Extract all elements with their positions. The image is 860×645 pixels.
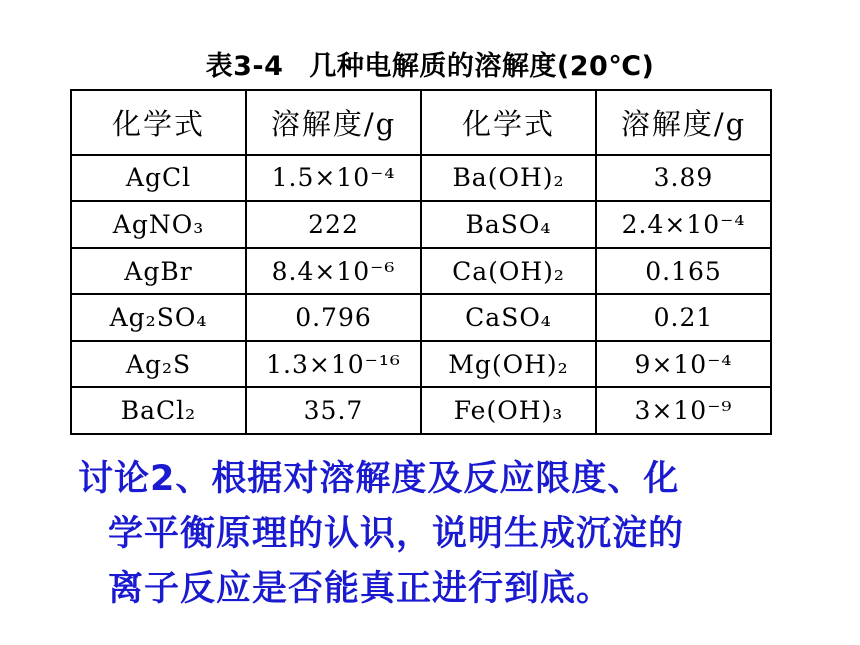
table-cell: 1.3×10⁻¹⁶ xyxy=(246,341,421,388)
table-cell: 0.165 xyxy=(596,248,771,295)
table-cell: 9×10⁻⁴ xyxy=(596,341,771,388)
table-cell: 1.5×10⁻⁴ xyxy=(246,155,421,202)
header-formula-2: 化学式 xyxy=(421,90,596,155)
table-row xyxy=(71,387,771,434)
table-cell: BaSO₄ xyxy=(421,201,596,248)
discussion-line-1: 讨论2、根据对溶解度及反应限度、化 xyxy=(78,459,680,499)
table-cell: Ag₂S xyxy=(71,341,246,388)
table-cell: CaSO₄ xyxy=(421,294,596,341)
table-cell: 0.21 xyxy=(596,294,771,341)
solubility-table xyxy=(70,89,772,435)
caption-number: 表3-4 xyxy=(205,51,284,82)
table-cell: 8.4×10⁻⁶ xyxy=(246,248,421,295)
discussion-question xyxy=(78,452,818,617)
table-cell: BaCl₂ xyxy=(71,387,246,434)
table-row xyxy=(71,248,771,295)
table-cell: Ca(OH)₂ xyxy=(421,248,596,295)
table-header-row xyxy=(71,90,771,155)
discussion-line-3: 离子反应是否能真正进行到底。 xyxy=(108,569,613,609)
header-formula-1: 化学式 xyxy=(71,90,246,155)
table-row xyxy=(71,341,771,388)
table-cell: 3×10⁻⁹ xyxy=(596,387,771,434)
header-solubility-2: 溶解度/g xyxy=(596,90,771,155)
table-cell: Ba(OH)₂ xyxy=(421,155,596,202)
table-cell: Mg(OH)₂ xyxy=(421,341,596,388)
table-cell: AgBr xyxy=(71,248,246,295)
table-cell: 222 xyxy=(246,201,421,248)
table-row xyxy=(71,155,771,202)
table-row xyxy=(71,294,771,341)
table-cell: AgNO₃ xyxy=(71,201,246,248)
table-cell: 3.89 xyxy=(596,155,771,202)
header-solubility-1: 溶解度/g xyxy=(246,90,421,155)
discussion-line-2: 学平衡原理的认识，说明生成沉淀的 xyxy=(108,514,685,554)
table-cell: 35.7 xyxy=(246,387,421,434)
table-cell: Fe(OH)₃ xyxy=(421,387,596,434)
table-row xyxy=(71,201,771,248)
table-caption xyxy=(0,44,860,83)
table-cell: 0.796 xyxy=(246,294,421,341)
table-cell: 2.4×10⁻⁴ xyxy=(596,201,771,248)
table-cell: AgCl xyxy=(71,155,246,202)
table-cell: Ag₂SO₄ xyxy=(71,294,246,341)
caption-title: 几种电解质的溶解度(20℃) xyxy=(309,51,655,82)
